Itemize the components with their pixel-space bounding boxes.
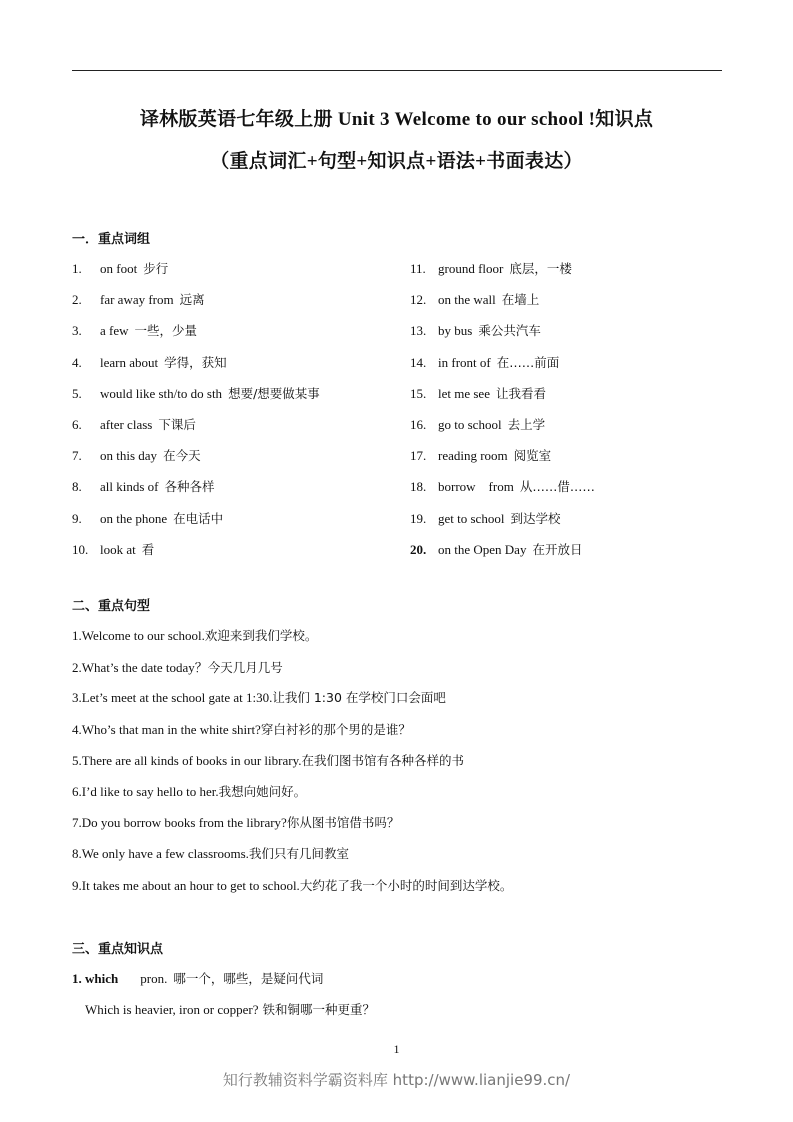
vocab-chinese: 阅览室 bbox=[513, 448, 552, 464]
page-number: 1 bbox=[393, 1042, 400, 1056]
knowledge-definition: 哪一个，哪些，是疑问代词 bbox=[173, 971, 324, 986]
sentence-english: 9.It takes me about an hour to get to school. bbox=[72, 877, 300, 893]
vocab-chinese: 在今天 bbox=[163, 448, 201, 464]
vocab-number: 19. bbox=[410, 510, 427, 526]
sentence-chinese: 让我们 1:30 在学校门口会面吧 bbox=[272, 690, 446, 706]
sentence-english: 4.Who’s that man in the white shirt? bbox=[72, 721, 261, 737]
vocab-chinese: 从……借…… bbox=[519, 479, 595, 495]
example-zh: 铁和铜哪一种更重？ bbox=[262, 1002, 375, 1017]
vocab-english: reading room bbox=[438, 448, 508, 464]
vocab-chinese: 在墙上 bbox=[501, 292, 540, 308]
section-heading-vocab: 一．重点词组 bbox=[72, 232, 151, 247]
vocab-item bbox=[410, 321, 541, 339]
vocab-number: 8. bbox=[72, 479, 82, 495]
knowledge-point bbox=[72, 969, 323, 987]
sentence-chinese: 你从图书馆借书吗？ bbox=[286, 815, 400, 831]
vocab-item bbox=[72, 321, 197, 339]
sentence-english: 2.What’s the date today？ bbox=[72, 660, 208, 676]
vocab-english: look at bbox=[100, 541, 136, 557]
sentence-english: 8.We only have a few classrooms. bbox=[72, 846, 249, 862]
sentence-english: 5.There are all kinds of books in our library. bbox=[72, 752, 302, 768]
sentence-chinese: 我们只有几间教室 bbox=[248, 846, 349, 862]
vocab-item bbox=[72, 509, 223, 527]
vocab-english: ground floor bbox=[438, 261, 504, 276]
vocab-english: on this day bbox=[100, 448, 158, 464]
vocab-chinese: 到达学校 bbox=[510, 510, 561, 526]
sentence-english: 7.Do you borrow books from the library? bbox=[72, 815, 287, 831]
vocab-chinese: 在开放日 bbox=[532, 541, 583, 557]
vocab-english: by bus bbox=[438, 323, 473, 339]
vocab-english: on foot bbox=[100, 261, 138, 276]
sentence-english: 6.I’d like to say hello to her. bbox=[72, 784, 219, 799]
vocab-item bbox=[410, 259, 572, 277]
vocab-item bbox=[72, 259, 168, 277]
vocab-english: a few bbox=[100, 323, 129, 339]
sentence-item bbox=[72, 813, 399, 831]
vocab-chinese: 在电话中 bbox=[173, 510, 224, 526]
vocab-number: 13. bbox=[410, 323, 427, 339]
vocab-english: in front of bbox=[438, 354, 491, 370]
vocab-english: go to school bbox=[438, 417, 502, 432]
vocab-item bbox=[72, 384, 320, 402]
vocab-item bbox=[72, 415, 196, 433]
vocab-item bbox=[72, 540, 154, 558]
sentence-chinese: 穿白衬衫的那个男的是谁？ bbox=[260, 721, 411, 737]
vocab-number: 3. bbox=[72, 323, 82, 339]
vocab-number: 17. bbox=[410, 448, 427, 464]
vocab-item bbox=[72, 477, 215, 495]
page-subtitle: （重点词汇+句型+知识点+语法+书面表达） bbox=[210, 151, 583, 172]
sentence-item bbox=[72, 751, 464, 769]
vocab-chinese: 乘公共汽车 bbox=[478, 323, 541, 339]
sentence-item bbox=[72, 657, 283, 676]
vocab-chinese: 步行 bbox=[143, 261, 169, 276]
knowledge-term: 1. which bbox=[72, 971, 119, 986]
footer-watermark: 知行教辅资料学霸资料库 http://www.lianjie99.cn/ bbox=[222, 1071, 571, 1089]
sentence-item bbox=[72, 782, 306, 800]
sentence-chinese: 在我们图书馆有各种各样的书 bbox=[301, 752, 464, 768]
vocab-number: 7. bbox=[72, 448, 82, 464]
top-rule bbox=[72, 70, 722, 71]
vocab-number: 10. bbox=[72, 541, 89, 557]
vocab-number: 20. bbox=[410, 541, 427, 557]
vocab-number: 2. bbox=[72, 292, 82, 308]
vocab-chinese: 去上学 bbox=[507, 417, 546, 432]
vocab-english: on the Open Day bbox=[438, 541, 527, 557]
example-sentence bbox=[85, 1000, 375, 1018]
sentence-item bbox=[72, 688, 446, 706]
sentence-item bbox=[72, 626, 317, 644]
vocab-english: far away from bbox=[100, 292, 174, 308]
section-heading-sentences: 二、重点句型 bbox=[72, 599, 151, 614]
vocab-english: all kinds of bbox=[100, 479, 159, 495]
vocab-chinese: 学得，获知 bbox=[164, 354, 227, 370]
sentence-item bbox=[72, 876, 512, 894]
vocab-chinese: 想要/想要做某事 bbox=[228, 385, 320, 401]
sentence-english: 3.Let’s meet at the school gate at 1:30. bbox=[72, 690, 273, 706]
vocab-number: 12. bbox=[410, 292, 427, 308]
vocab-english: let me see bbox=[438, 385, 490, 401]
page-title: 译林版英语七年级上册 Unit 3 Welcome to our school !知识点 bbox=[139, 109, 654, 130]
vocab-number: 4. bbox=[72, 354, 82, 370]
vocab-number: 16. bbox=[410, 417, 427, 432]
vocab-item bbox=[410, 446, 551, 464]
vocab-item bbox=[410, 477, 595, 495]
sentence-english: 1.Welcome to our school. bbox=[72, 628, 205, 643]
vocab-chinese: 让我看看 bbox=[495, 385, 546, 401]
vocab-item bbox=[72, 290, 205, 308]
vocab-english: would like sth/to do sth bbox=[100, 385, 223, 401]
vocab-chinese: 各种各样 bbox=[164, 479, 215, 495]
vocab-item bbox=[410, 384, 546, 402]
vocab-item bbox=[72, 353, 227, 371]
vocab-english: on the phone bbox=[100, 510, 168, 526]
vocab-number: 18. bbox=[410, 479, 427, 495]
vocab-english: on the wall bbox=[438, 292, 496, 308]
vocab-english: borrow from bbox=[438, 479, 514, 495]
sentence-chinese: 今天几月几号 bbox=[207, 660, 283, 676]
vocab-english: after class bbox=[100, 417, 153, 432]
sentence-chinese: 我想向她问好。 bbox=[218, 784, 307, 799]
vocab-chinese: 下课后 bbox=[158, 417, 196, 432]
vocab-item bbox=[410, 540, 582, 558]
sentence-item bbox=[72, 720, 411, 738]
vocab-chinese: 在……前面 bbox=[496, 354, 560, 370]
sentence-item bbox=[72, 844, 349, 862]
example-en: Which is heavier, iron or copper? bbox=[85, 1002, 259, 1017]
vocab-chinese: 远离 bbox=[179, 292, 205, 308]
vocab-english: learn about bbox=[100, 354, 159, 370]
vocab-number: 11. bbox=[410, 261, 426, 276]
vocab-english: get to school bbox=[438, 510, 505, 526]
vocab-item bbox=[410, 415, 545, 433]
vocab-chinese: 看 bbox=[141, 541, 155, 557]
vocab-chinese: 一些，少量 bbox=[134, 323, 198, 339]
vocab-item bbox=[410, 353, 559, 371]
vocab-item bbox=[410, 509, 560, 527]
vocab-number: 6. bbox=[72, 417, 82, 432]
vocab-number: 9. bbox=[72, 510, 82, 526]
section-heading-knowledge: 三、重点知识点 bbox=[72, 942, 164, 957]
vocab-chinese: 底层，一楼 bbox=[509, 261, 572, 276]
vocab-number: 14. bbox=[410, 354, 427, 370]
vocab-number: 1. bbox=[72, 261, 82, 276]
vocab-item bbox=[72, 446, 201, 464]
vocab-item bbox=[410, 290, 539, 308]
vocab-number: 15. bbox=[410, 385, 427, 401]
part-of-speech: pron. bbox=[140, 971, 168, 986]
sentence-chinese: 大约花了我一个小时的时间到达学校。 bbox=[299, 877, 513, 893]
sentence-chinese: 欢迎来到我们学校。 bbox=[204, 628, 318, 643]
vocab-number: 5. bbox=[72, 385, 82, 401]
